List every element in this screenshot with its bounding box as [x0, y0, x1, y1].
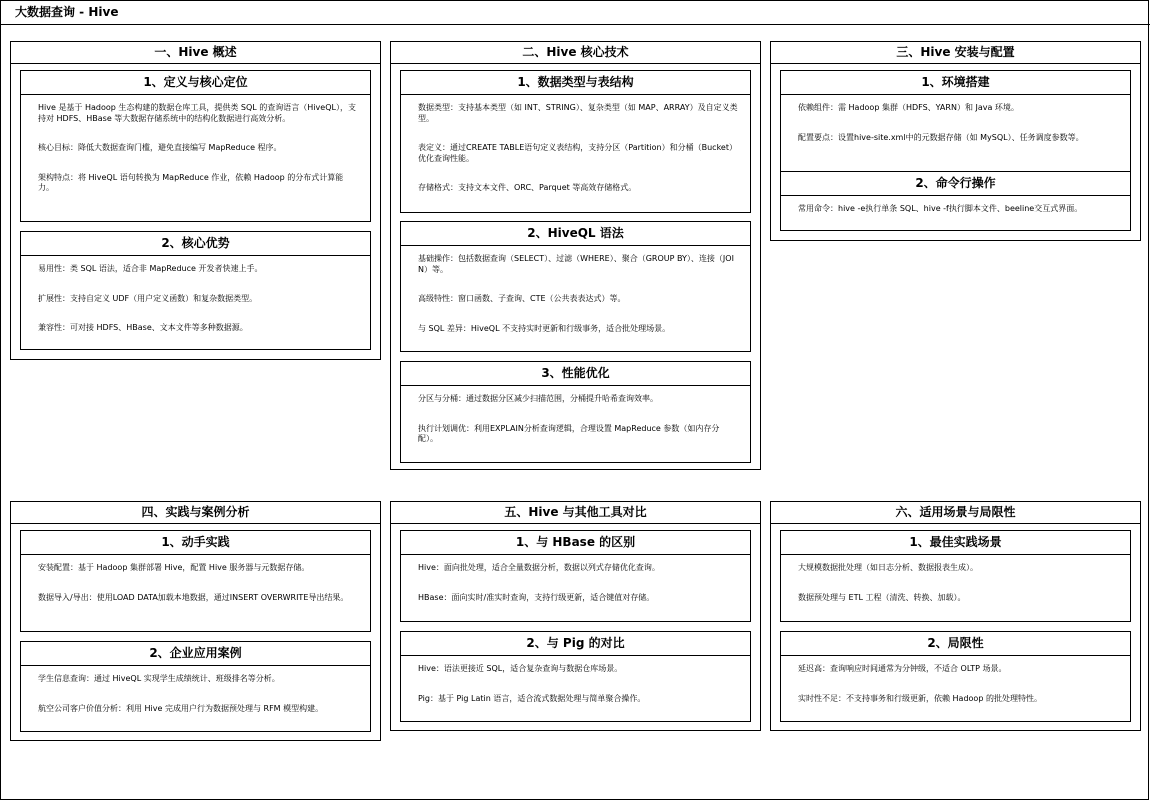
section-title: 二、Hive 核心技术: [391, 42, 760, 64]
section-title: 六、适用场景与局限性: [771, 502, 1140, 524]
card-item: 大规模数据批处理（如日志分析、数据报表生成）。: [798, 563, 978, 572]
section-scenarios-limits: [770, 501, 1141, 731]
card-title: 1、最佳实践场景: [781, 531, 1130, 555]
card-item: Hive：语法更接近 SQL，适合复杂查询与数据仓库场景。: [418, 664, 623, 673]
card-item: 架构特点：将 HiveQL 语句转换为 MapReduce 作业，依赖 Hadoop 的分布式计算能力。: [38, 172, 344, 192]
card-title: 2、核心优势: [21, 232, 370, 256]
card-item: 实时性不足：不支持事务和行级更新，依赖 Hadoop 的批处理特性。: [798, 693, 1042, 703]
card-item: 常用命令：hive -e执行单条 SQL、hive -f执行脚本文件、beeline交互式界面。: [798, 204, 1083, 213]
card-title: 1、环境搭建: [781, 71, 1130, 95]
section-practice: [10, 501, 381, 741]
card-title: 2、与 Pig 的对比: [401, 632, 750, 656]
card-title: 2、局限性: [781, 632, 1130, 656]
section-tool-comparison: [390, 501, 761, 731]
card-title: 1、定义与核心定位: [21, 71, 370, 95]
card-title: 2、企业应用案例: [21, 642, 370, 666]
card-item: 执行计划调优：利用EXPLAIN分析查询逻辑，合理设置 MapReduce 参数（如内存分配）。: [418, 423, 720, 443]
card-item: 依赖组件：需 Hadoop 集群（HDFS、YARN）和 Java 环境。: [798, 103, 1019, 112]
card-best-practices: [780, 530, 1131, 622]
card-item: Hive 是基于 Hadoop 生态构建的数据仓库工具，提供类 SQL 的查询语言（HiveQL），支持对 HDFS、HBase 等大数据存储系统中的结构化数据进行高效分析。: [38, 103, 356, 123]
card-enterprise-cases: [20, 641, 371, 732]
card-title: 2、命令行操作: [781, 172, 1130, 196]
card-title: 1、数据类型与表结构: [401, 71, 750, 95]
card-item: 扩展性：支持自定义 UDF（用户定义函数）和复杂数据类型。: [38, 293, 258, 303]
section-title: 三、Hive 安装与配置: [771, 42, 1140, 64]
card-item: 存储格式：支持文本文件、ORC、Parquet 等高效存储格式。: [418, 183, 637, 192]
card-item: 安装配置：基于 Hadoop 集群部署 Hive，配置 Hive 服务器与元数据存储。: [38, 563, 310, 572]
card-title: 1、与 HBase 的区别: [401, 531, 750, 555]
card-hiveql-syntax: [400, 221, 751, 352]
card-item: 基础操作：包括数据查询（SELECT）、过滤（WHERE）、聚合（GROUP BY）、连接（JOIN）等。: [418, 254, 734, 274]
card-title: 3、性能优化: [401, 362, 750, 386]
page-title: 大数据查询 - Hive: [1, 1, 1150, 25]
card-environment: [780, 70, 1131, 172]
section-title: 四、实践与案例分析: [11, 502, 380, 524]
card-item: 数据类型：支持基本类型（如 INT、STRING）、复杂类型（如 MAP、ARRAY）及自定义类型。: [418, 103, 738, 123]
card-vs-pig: [400, 631, 751, 722]
card-hands-on: [20, 530, 371, 632]
section-hive-core-tech: [390, 41, 761, 470]
card-item: Pig：基于 Pig Latin 语言，适合流式数据处理与简单聚合操作。: [418, 693, 646, 703]
card-item: 分区与分桶：通过数据分区减少扫描范围，分桶提升哈希查询效率。: [418, 394, 658, 403]
card-cli: [780, 171, 1131, 231]
card-item: 航空公司客户价值分析：利用 Hive 完成用户行为数据预处理与 RFM 模型构建。: [38, 703, 324, 713]
card-item: HBase：面向实时/准实时查询，支持行级更新，适合键值对存储。: [418, 592, 655, 602]
section-hive-overview: [10, 41, 381, 360]
section-hive-install: [770, 41, 1141, 241]
card-vs-hbase: [400, 530, 751, 622]
card-core-advantages: [20, 231, 371, 350]
card-item: 数据导入/导出：使用LOAD DATA加载本地数据，通过INSERT OVERWRITE导出结果。: [38, 592, 349, 602]
card-item: 核心目标：降低大数据查询门槛，避免直接编写 MapReduce 程序。: [38, 143, 282, 152]
card-definition: [20, 70, 371, 222]
card-item: 学生信息查询：通过 HiveQL 实现学生成绩统计、班级排名等分析。: [38, 674, 280, 683]
card-data-types: [400, 70, 751, 213]
card-item: 兼容性：可对接 HDFS、HBase、文本文件等多种数据源。: [38, 323, 248, 332]
card-item: 易用性：类 SQL 语法，适合非 MapReduce 开发者快速上手。: [38, 264, 263, 273]
card-item: 表定义：通过CREATE TABLE语句定义表结构，支持分区（Partition）和分桶（Bucket）优化查询性能。: [418, 143, 737, 163]
section-title: 一、Hive 概述: [11, 42, 380, 64]
card-item: 与 SQL 差异：HiveQL 不支持实时更新和行级事务，适合批处理场景。: [418, 323, 671, 333]
card-title: 1、动手实践: [21, 531, 370, 555]
card-item: 配置要点：设置hive-site.xml中的元数据存储（如 MySQL）、任务调度参数等。: [798, 132, 1084, 142]
card-limitations: [780, 631, 1131, 722]
card-item: 高级特性：窗口函数、子查询、CTE（公共表表达式）等。: [418, 294, 626, 303]
card-item: 数据预处理与 ETL 工程（清洗、转换、加载）。: [798, 592, 966, 602]
section-title: 五、Hive 与其他工具对比: [391, 502, 760, 524]
card-item: Hive：面向批处理，适合全量数据分析，数据以列式存储优化查询。: [418, 563, 660, 572]
card-item: 延迟高：查询响应时间通常为分钟级，不适合 OLTP 场景。: [798, 664, 1007, 673]
card-title: 2、HiveQL 语法: [401, 222, 750, 246]
card-performance: [400, 361, 751, 463]
